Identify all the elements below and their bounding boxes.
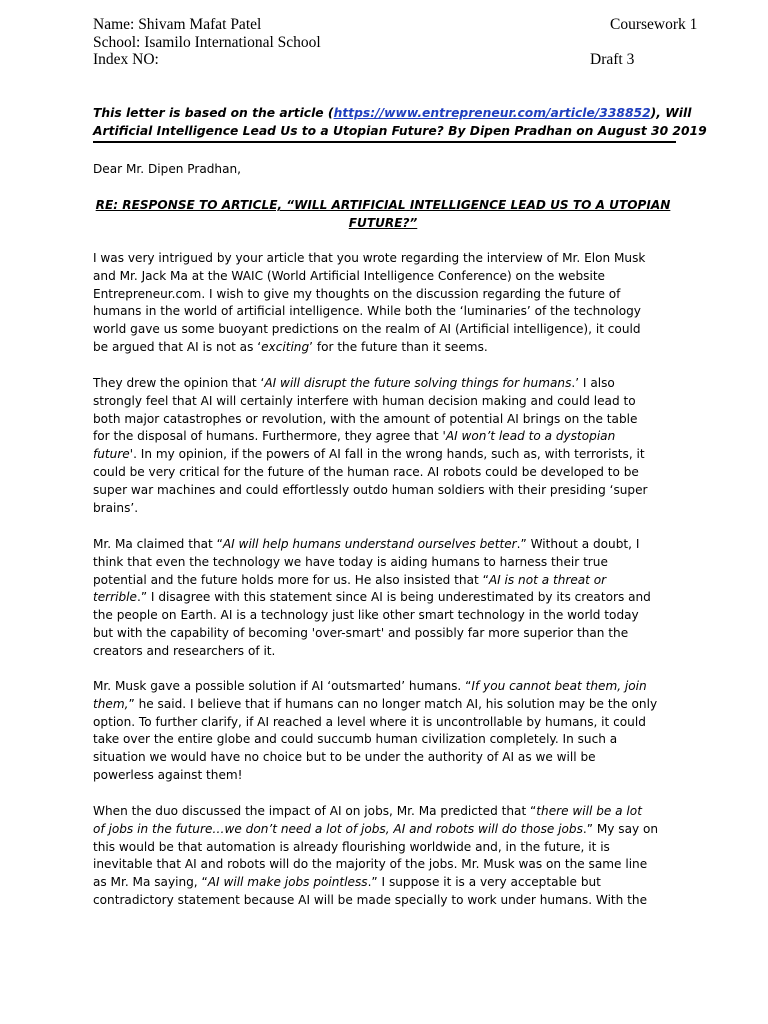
text-line xyxy=(93,821,673,839)
text-line xyxy=(93,500,673,518)
paragraph xyxy=(93,803,673,910)
text-run: ” he said. I believe that if humans can no longer match AI, his solution may be the only xyxy=(128,696,658,711)
text-run: this would be that automation is already flourishing worldwide and, in the future, it is xyxy=(93,839,610,854)
source-line-2: Artificial Intelligence Lead Us to a Utopian Future? By Dipen Pradhan on August 30 2019 xyxy=(93,124,707,138)
text-line xyxy=(93,286,673,304)
text-run: '. In my opinion, if the powers of AI fall in the wrong hands, such as, with terrorists, it xyxy=(129,447,645,462)
text-run: for the disposal of humans. Furthermore, they agree that ' xyxy=(93,429,446,444)
text-run: .” My say on xyxy=(582,821,659,836)
text-run: Entrepreneur.com. I wish to give my thoughts on the discussion regarding the future of xyxy=(93,286,621,301)
text-run: creators and researchers of it. xyxy=(93,643,276,658)
italic-text: If you cannot beat them, join xyxy=(471,679,647,693)
text-line xyxy=(93,375,673,393)
paragraph xyxy=(93,678,673,785)
text-run: Mr. Musk gave a possible solution if AI ‘outsmarted’ humans. “ xyxy=(93,679,472,693)
paragraph xyxy=(93,536,673,661)
text-run: .’ I also xyxy=(571,376,615,390)
text-run: contradictory statement because AI will be made specially to work under humans. With the xyxy=(93,892,648,907)
text-line xyxy=(93,714,673,732)
italic-text: AI will help humans understand ourselves better xyxy=(222,537,517,551)
text-line xyxy=(93,411,673,429)
subject-line-2: FUTURE?” xyxy=(348,215,418,230)
text-line xyxy=(93,554,673,572)
subject-line-1: RE: RESPONSE TO ARTICLE, “WILL ARTIFICIAL INTELLIGENCE LEAD US TO A UTOPIAN xyxy=(95,198,671,212)
source-suffix: ), Will xyxy=(650,106,692,120)
text-line xyxy=(93,625,673,643)
text-line xyxy=(93,892,673,910)
text-line xyxy=(93,874,673,892)
subject-line xyxy=(93,197,673,233)
italic-text: of jobs in the future…we don’t need a lot of jobs, AI and robots will do those jobs xyxy=(93,821,583,836)
coursework-label: Coursework 1 xyxy=(610,16,698,33)
text-run: think that even the technology we have today is aiding humans to harness their true xyxy=(93,554,608,569)
index-number: Index NO: xyxy=(93,51,159,68)
text-run: potential and the future holds more for us. He also insisted that “ xyxy=(93,572,489,587)
text-run: powerless against them! xyxy=(93,767,243,782)
text-run: .” I suppose it is a very acceptable but xyxy=(367,875,601,890)
text-run: When the duo discussed the impact of AI on jobs, Mr. Ma predicted that “ xyxy=(93,804,537,818)
italic-text: them, xyxy=(93,696,129,711)
text-run: take over the entire globe and could succumb human civilization completely. In such a xyxy=(93,732,618,747)
school-name: School: Isamilo International School xyxy=(93,34,321,51)
italic-text: AI won’t lead to a dystopian xyxy=(445,429,616,444)
text-run: option. To further clarify, if AI reached a level where it is uncontrollable by humans, it could xyxy=(93,714,646,729)
source-line-1 xyxy=(93,104,692,122)
italic-text: there will be a lot xyxy=(536,804,642,818)
text-line xyxy=(93,339,673,357)
text-line xyxy=(93,607,673,625)
text-line xyxy=(93,839,673,857)
text-run: world gave us some buoyant predictions on the realm of AI (Artificial intelligence), it could xyxy=(93,322,641,337)
text-line xyxy=(93,268,673,286)
text-run: strongly feel that AI will certainly interfere with human decision making and could lead to xyxy=(93,393,636,408)
text-line xyxy=(93,428,673,446)
text-run: the people on Earth. AI is a technology just like other smart technology in the world today xyxy=(93,608,639,623)
text-run: and Mr. Jack Ma at the WAIC (World Artificial Intelligence Conference) on the website xyxy=(93,268,605,283)
italic-text: terrible xyxy=(93,590,137,605)
italic-text: AI will make jobs pointless xyxy=(207,875,368,890)
text-run: ’ for the future than it seems. xyxy=(309,339,488,354)
text-line xyxy=(93,767,673,785)
text-line xyxy=(93,250,673,268)
paragraph xyxy=(93,250,673,357)
text-line xyxy=(93,856,673,874)
text-line xyxy=(93,731,673,749)
text-run: brains’. xyxy=(93,500,139,515)
text-line xyxy=(93,321,673,339)
text-line xyxy=(93,303,673,321)
student-name: Name: Shivam Mafat Patel xyxy=(93,16,262,33)
text-line xyxy=(93,589,673,607)
source-prefix: This letter is based on the article ( xyxy=(93,106,334,120)
text-line xyxy=(93,446,673,464)
text-line xyxy=(93,803,673,821)
paragraph xyxy=(93,375,673,517)
text-run: both major catastrophes or revolution, with the amount of potential AI brings on the table xyxy=(93,411,638,426)
text-line xyxy=(93,393,673,411)
italic-text: exciting xyxy=(261,339,310,354)
draft-label: Draft 3 xyxy=(590,51,635,68)
text-run: humans in the world of artificial intelligence. While both the ‘luminaries’ of the technology xyxy=(93,304,641,319)
article-link[interactable]: https://www.entrepreneur.com/article/338852 xyxy=(333,106,651,120)
text-line xyxy=(93,678,673,696)
text-run: as Mr. Ma saying, “ xyxy=(93,875,208,890)
text-run: situation we would have no choice but to be under the authority of AI as we will be xyxy=(93,750,596,765)
italic-text: future xyxy=(93,447,130,462)
text-run: Mr. Ma claimed that “ xyxy=(93,537,223,551)
text-line xyxy=(93,572,673,590)
article-source xyxy=(93,104,707,143)
salutation: Dear Mr. Dipen Pradhan, xyxy=(93,162,241,176)
text-run: but with the capability of becoming 'over-smart' and possibly far more superior than the xyxy=(93,625,629,640)
text-run: .” I disagree with this statement since AI is being underestimated by its creators and xyxy=(136,590,651,605)
text-run: could be very critical for the future of the human race. AI robots could be developed to be xyxy=(93,464,639,479)
italic-text: AI is not a threat or xyxy=(488,572,607,587)
text-line xyxy=(93,643,673,661)
text-line xyxy=(93,696,673,714)
text-line xyxy=(93,464,673,482)
text-run: super war machines and could effortlessly outdo human soldiers with their presiding ‘super xyxy=(93,482,648,497)
text-run: I was very intrigued by your article that you wrote regarding the interview of Mr. Elon Musk xyxy=(93,251,646,265)
text-line xyxy=(93,482,673,500)
text-run: .” Without a doubt, I xyxy=(516,537,640,551)
text-run: inevitable that AI and robots will do the majority of the jobs. Mr. Musk was on the same line xyxy=(93,857,648,872)
italic-text: AI will disrupt the future solving things for humans xyxy=(264,376,572,390)
text-run: be argued that AI is not as ‘ xyxy=(93,339,262,354)
text-run: They drew the opinion that ‘ xyxy=(93,376,265,390)
text-line xyxy=(93,536,673,554)
text-line xyxy=(93,749,673,767)
